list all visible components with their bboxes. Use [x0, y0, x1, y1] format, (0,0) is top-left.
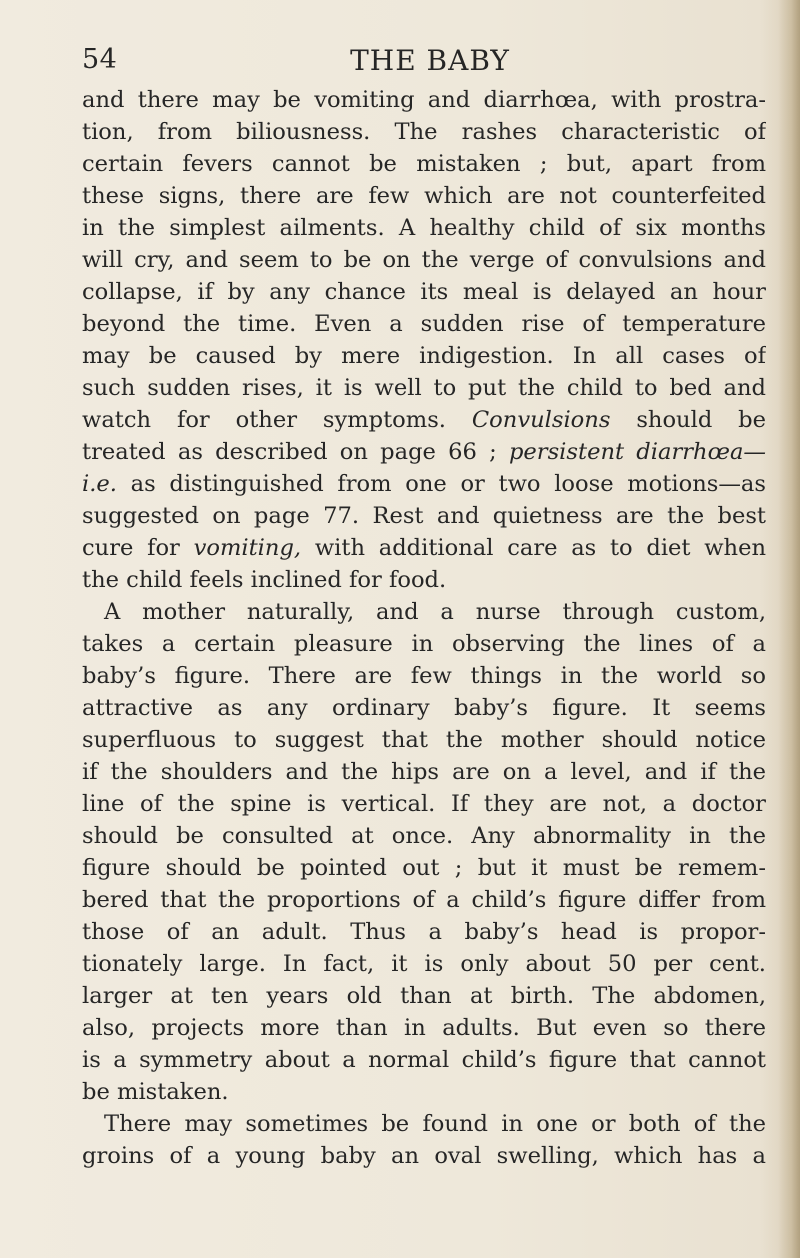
text-line: if the shoulders and the hips are on a level, and if the	[82, 759, 766, 785]
text-line: collapse, if by any chance its meal is delayed an hour	[82, 279, 766, 305]
body-text	[82, 84, 766, 1172]
running-head	[82, 40, 778, 80]
text-line: and there may be vomiting and diarrhœa, with prostra-	[82, 87, 766, 113]
text-line: beyond the time. Even a sudden rise of temperature	[82, 311, 766, 337]
text-line: tionately large. In fact, it is only about 50 per cent.	[82, 951, 766, 977]
italic-term: i.e.	[82, 471, 117, 497]
text-line: groins of a young baby an oval swelling, which has a	[82, 1143, 766, 1169]
page-edge-shadow	[778, 0, 800, 1258]
text-run: with additional care as to diet when	[314, 535, 766, 561]
text-line: takes a certain pleasure in observing the lines of a	[82, 631, 766, 657]
text-line: these signs, there are few which are not counterfeited	[82, 183, 766, 209]
text-line	[82, 436, 766, 468]
text-line: tion, from biliousness. The rashes characteristic of	[82, 119, 766, 145]
italic-term: persistent diarrhœa—	[508, 439, 766, 465]
text-run: should be	[636, 407, 766, 433]
text-line	[82, 404, 766, 436]
text-line: bered that the proportions of a child’s figure differ from	[82, 887, 766, 913]
text-line: such sudden rises, it is well to put the child to bed and	[82, 375, 766, 401]
text-line: attractive as any ordinary baby’s figure. It seems	[82, 695, 766, 721]
text-line: figure should be pointed out ; but it must be remem-	[82, 855, 766, 881]
text-line: also, projects more than in adults. But even so there	[82, 1015, 766, 1041]
text-line: certain fevers cannot be mistaken ; but, apart from	[82, 151, 766, 177]
italic-term: Convulsions	[471, 407, 611, 433]
text-run: treated as described on page 66 ;	[82, 439, 497, 465]
text-line: may be caused by mere indigestion. In all cases of	[82, 343, 766, 369]
text-line: be mistaken.	[82, 1079, 229, 1105]
page-number: 54	[82, 44, 118, 75]
text-line: baby’s figure. There are few things in the world so	[82, 663, 766, 689]
text-line: larger at ten years old than at birth. The abdomen,	[82, 983, 766, 1009]
paragraph-start-line: There may sometimes be found in one or both of the	[104, 1111, 766, 1137]
text-run: as distinguished from one or two loose motions—as	[130, 471, 766, 497]
text-line: in the simplest ailments. A healthy child of six months	[82, 215, 766, 241]
text-line: will cry, and seem to be on the verge of convulsions and	[82, 247, 766, 273]
text-line	[82, 468, 766, 500]
italic-term: vomiting,	[193, 535, 302, 561]
paragraph-start-line: A mother naturally, and a nurse through custom,	[104, 599, 766, 625]
text-line: those of an adult. Thus a baby’s head is propor-	[82, 919, 766, 945]
text-run: cure for	[82, 535, 180, 561]
text-line	[82, 532, 766, 564]
text-line: should be consulted at once. Any abnormality in the	[82, 823, 766, 849]
text-line: the child feels inclined for food.	[82, 567, 447, 593]
text-line: is a symmetry about a normal child’s figure that cannot	[82, 1047, 766, 1073]
text-line: superfluous to suggest that the mother should notice	[82, 727, 766, 753]
text-line: line of the spine is vertical. If they are not, a doctor	[82, 791, 766, 817]
running-title: THE BABY	[350, 44, 510, 77]
text-run: watch for other symptoms.	[82, 407, 446, 433]
text-line: suggested on page 77. Rest and quietness are the best	[82, 503, 766, 529]
